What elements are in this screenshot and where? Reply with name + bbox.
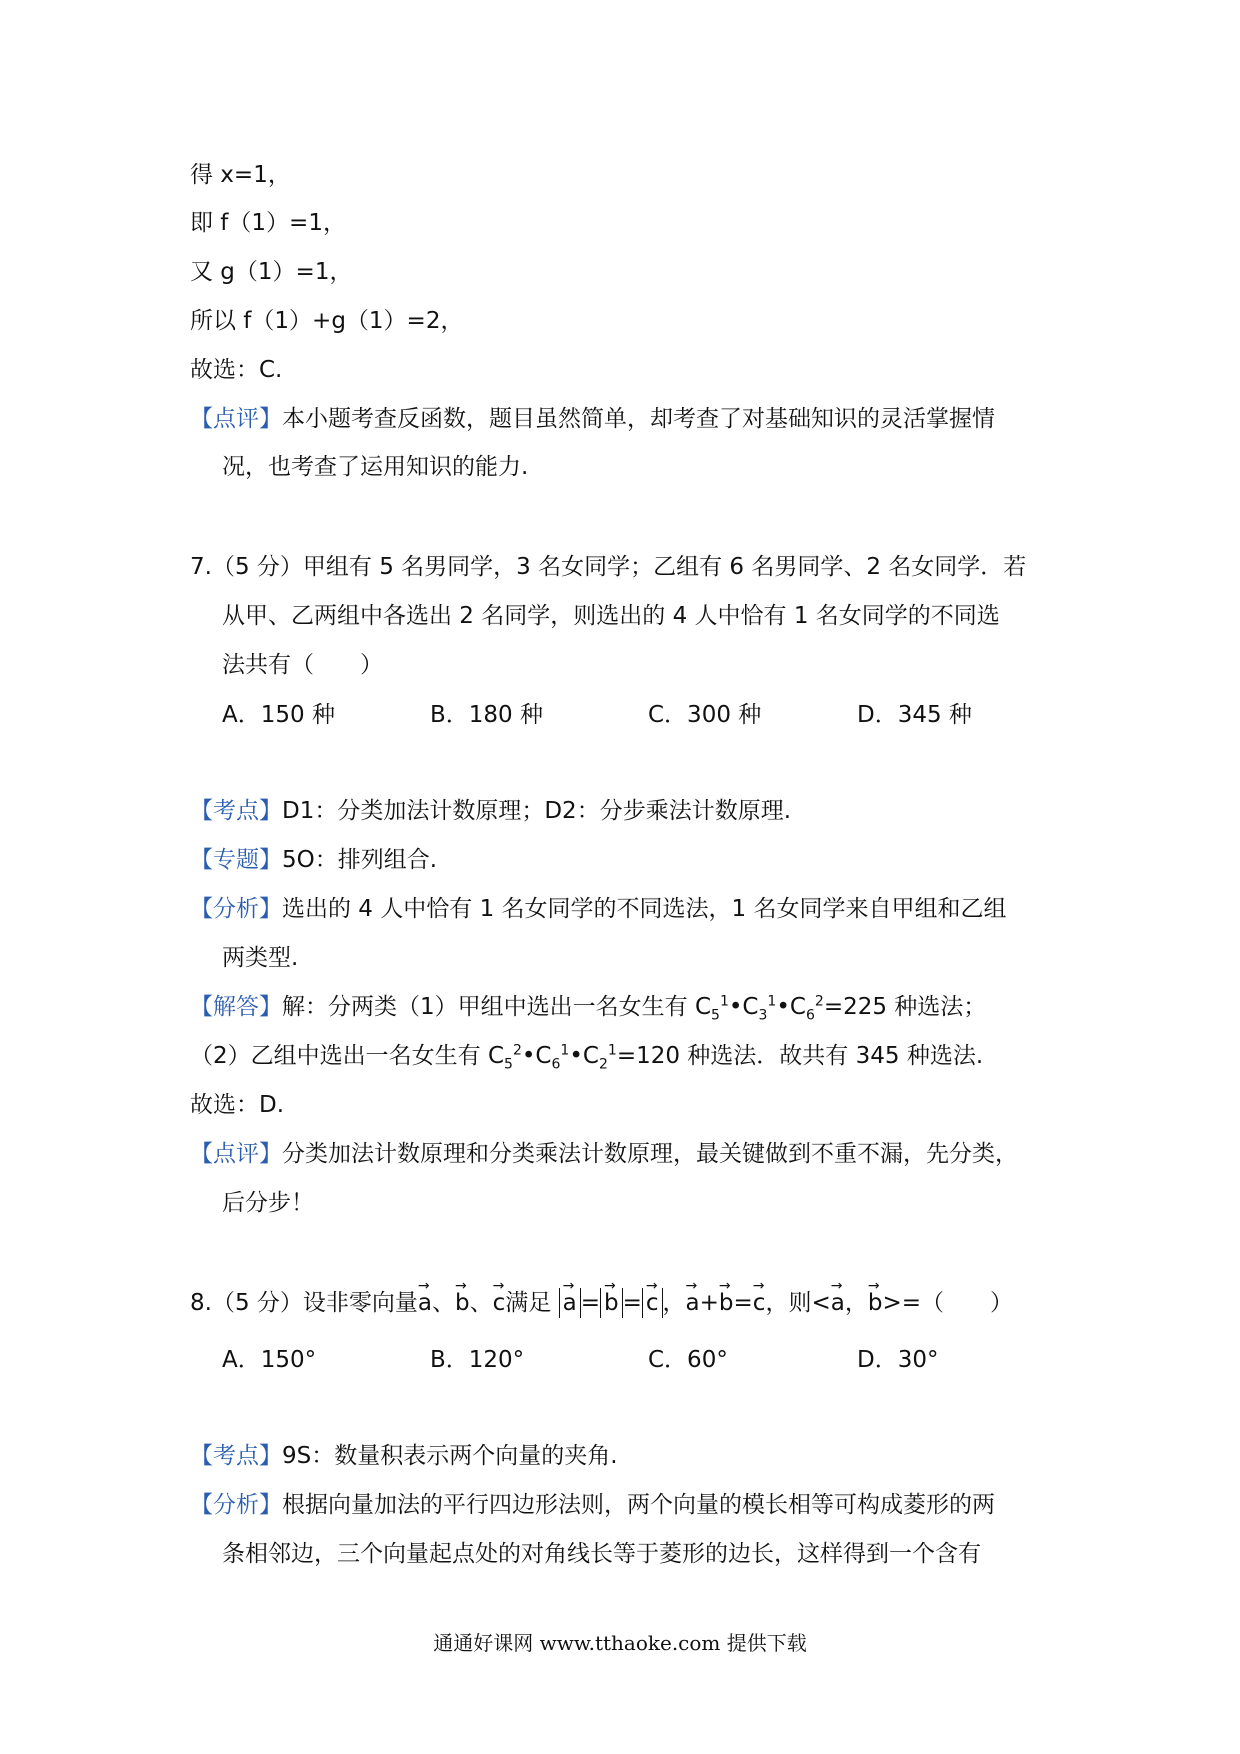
solution-line: 即 f（1）=1， (190, 210, 346, 236)
solution-line: 所以 f（1）+g（1）=2， (190, 308, 464, 334)
comment-line (190, 404, 995, 434)
jieda-text: 解：分两类（1）甲组中选出一名女生有 (282, 994, 688, 1020)
option-b: B．180 种 (430, 702, 543, 728)
jieda-tag: 【解答】 (190, 994, 282, 1020)
combination-formula: $C_5^2•C_6^1•C_2^1$ (487, 1042, 617, 1073)
option-c: C．60° (648, 1347, 728, 1373)
combination-formula: $C_5^1•C_3^1•C_6^2$ (694, 993, 824, 1024)
answer-line: 故选：D. (190, 1092, 285, 1118)
footer-credit: 通通好课网 www.tthaoke.com 提供下载 (433, 1631, 807, 1655)
option-c: C．300 种 (648, 702, 762, 728)
fenxi-tag: 【分析】 (190, 1492, 282, 1518)
question-8-suffix: =（ ） (901, 1290, 1014, 1316)
dianping-tag: 【点评】 (190, 1141, 282, 1167)
fenxi-line (190, 894, 1006, 924)
kaodian-line (190, 796, 791, 826)
question-7-text: 7.（5 分）甲组有 5 名男同学，3 名女同学；乙组有 6 名男同学、2 名女同学．若 (190, 554, 1027, 580)
dianping-line (190, 1139, 1018, 1169)
question-8-mid: ，则 (765, 1290, 812, 1316)
question-8-text (190, 1288, 1013, 1318)
zhuanti-text: 5O：排列组合. (282, 847, 438, 873)
option-d: D．30° (857, 1347, 939, 1373)
angle-expression: <→ a，→ b> (811, 1290, 901, 1316)
fenxi-text: 选出的 4 人中恰有 1 名女同学的不同选法，1 名女同学来自甲组和乙组 (282, 896, 1007, 922)
fenxi-line: 两类型. (222, 945, 299, 971)
dianping-line: 后分步！ (222, 1190, 314, 1216)
option-a: A．150° (222, 1347, 317, 1373)
fenxi-line: 条相邻边，三个向量起点处的对角线长等于菱形的边长，这样得到一个含有 (222, 1541, 981, 1567)
comment-line: 况，也考查了运用知识的能力. (222, 454, 529, 480)
solution-line: 故选：C. (190, 357, 283, 383)
kaodian-text: D1：分类加法计数原理；D2：分步乘法计数原理. (282, 798, 791, 824)
comment-text: 本小题考查反函数，题目虽然简单，却考查了对基础知识的灵活掌握情 (282, 406, 995, 432)
question-8-prefix: 8.（5 分）设非零向量 (190, 1290, 418, 1316)
jieda-line (190, 1041, 983, 1071)
option-a: A．150 种 (222, 702, 335, 728)
dianping-text: 分类加法计数原理和分类乘法计数原理，最关键做到不重不漏，先分类， (282, 1141, 1018, 1167)
vector-norm-equation: → a =→ b =→ c ，→ a+→ b=→ c (559, 1290, 766, 1316)
zhuanti-tag: 【专题】 (190, 847, 282, 873)
kaodian-line (190, 1441, 618, 1471)
jieda-result: =120 种选法．故共有 345 种选法. (616, 1043, 984, 1069)
jieda-line (190, 992, 986, 1022)
fenxi-text: 根据向量加法的平行四边形法则，两个向量的模长相等可构成菱形的两 (282, 1492, 995, 1518)
fenxi-line (190, 1490, 995, 1520)
option-b: B．120° (430, 1347, 525, 1373)
solution-line: 又 g（1）=1， (190, 259, 353, 285)
solution-line: 得 x=1， (190, 162, 291, 188)
vector-list: → a、→ b、→ c (418, 1290, 505, 1316)
kaodian-text: 9S：数量积表示两个向量的夹角. (282, 1443, 618, 1469)
question-7-text: 法共有（ ） (222, 652, 383, 678)
fenxi-tag: 【分析】 (190, 896, 282, 922)
jieda-text: （2）乙组中选出一名女生有 (190, 1043, 481, 1069)
option-d: D．345 种 (857, 702, 972, 728)
jieda-result: =225 种选法； (823, 994, 987, 1020)
zhuanti-line (190, 845, 437, 875)
kaodian-tag: 【考点】 (190, 798, 282, 824)
question-7-text: 从甲、乙两组中各选出 2 名同学，则选出的 4 人中恰有 1 名女同学的不同选 (222, 603, 1000, 629)
question-8-mid: 满足 (505, 1290, 552, 1316)
kaodian-tag: 【考点】 (190, 1443, 282, 1469)
comment-tag: 【点评】 (190, 406, 282, 432)
